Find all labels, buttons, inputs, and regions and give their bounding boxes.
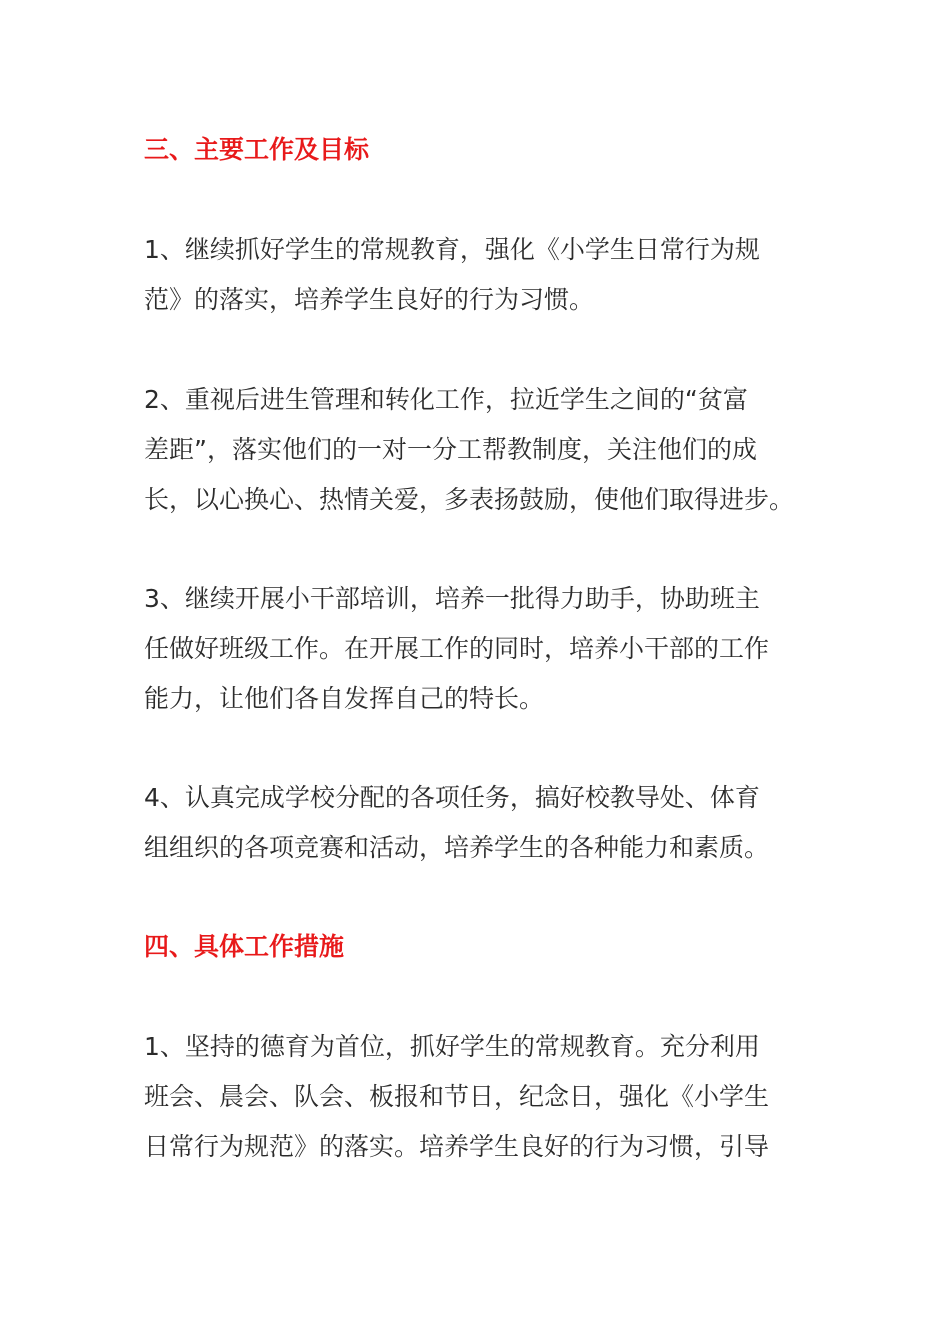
paragraph-line: 日常行为规范》的落实。培养学生良好的行为习惯，引导: [144, 1132, 770, 1161]
paragraph-line: 能力，让他们各自发挥自己的特长。: [144, 684, 545, 713]
section-heading-main-goals: 三、主要工作及目标: [144, 135, 370, 164]
paragraph-line: 任做好班级工作。在开展工作的同时，培养小干部的工作: [144, 634, 770, 663]
paragraph-line: 4、认真完成学校分配的各项任务，搞好校教导处、体育: [144, 783, 760, 812]
paragraph-line: 长，以心换心、热情关爱，多表扬鼓励，使他们取得进步。: [144, 485, 795, 514]
paragraph-line: 差距”，落实他们的一对一分工帮教制度，关注他们的成: [144, 435, 757, 464]
paragraph-line: 1、继续抓好学生的常规教育，强化《小学生日常行为规: [144, 235, 760, 264]
paragraph-line: 范》的落实，培养学生良好的行为习惯。: [144, 285, 595, 314]
paragraph-line: 3、继续开展小干部培训，培养一批得力助手，协助班主: [144, 584, 760, 613]
paragraph-line: 1、坚持的德育为首位，抓好学生的常规教育。充分利用: [144, 1032, 760, 1061]
section-heading-measures: 四、具体工作措施: [144, 932, 345, 961]
paragraph-line: 2、重视后进生管理和转化工作，拉近学生之间的“贫富: [144, 385, 748, 414]
paragraph-line: 组组织的各项竞赛和活动，培养学生的各种能力和素质。: [144, 833, 770, 862]
paragraph-line: 班会、晨会、队会、板报和节日，纪念日，强化《小学生: [144, 1082, 770, 1111]
